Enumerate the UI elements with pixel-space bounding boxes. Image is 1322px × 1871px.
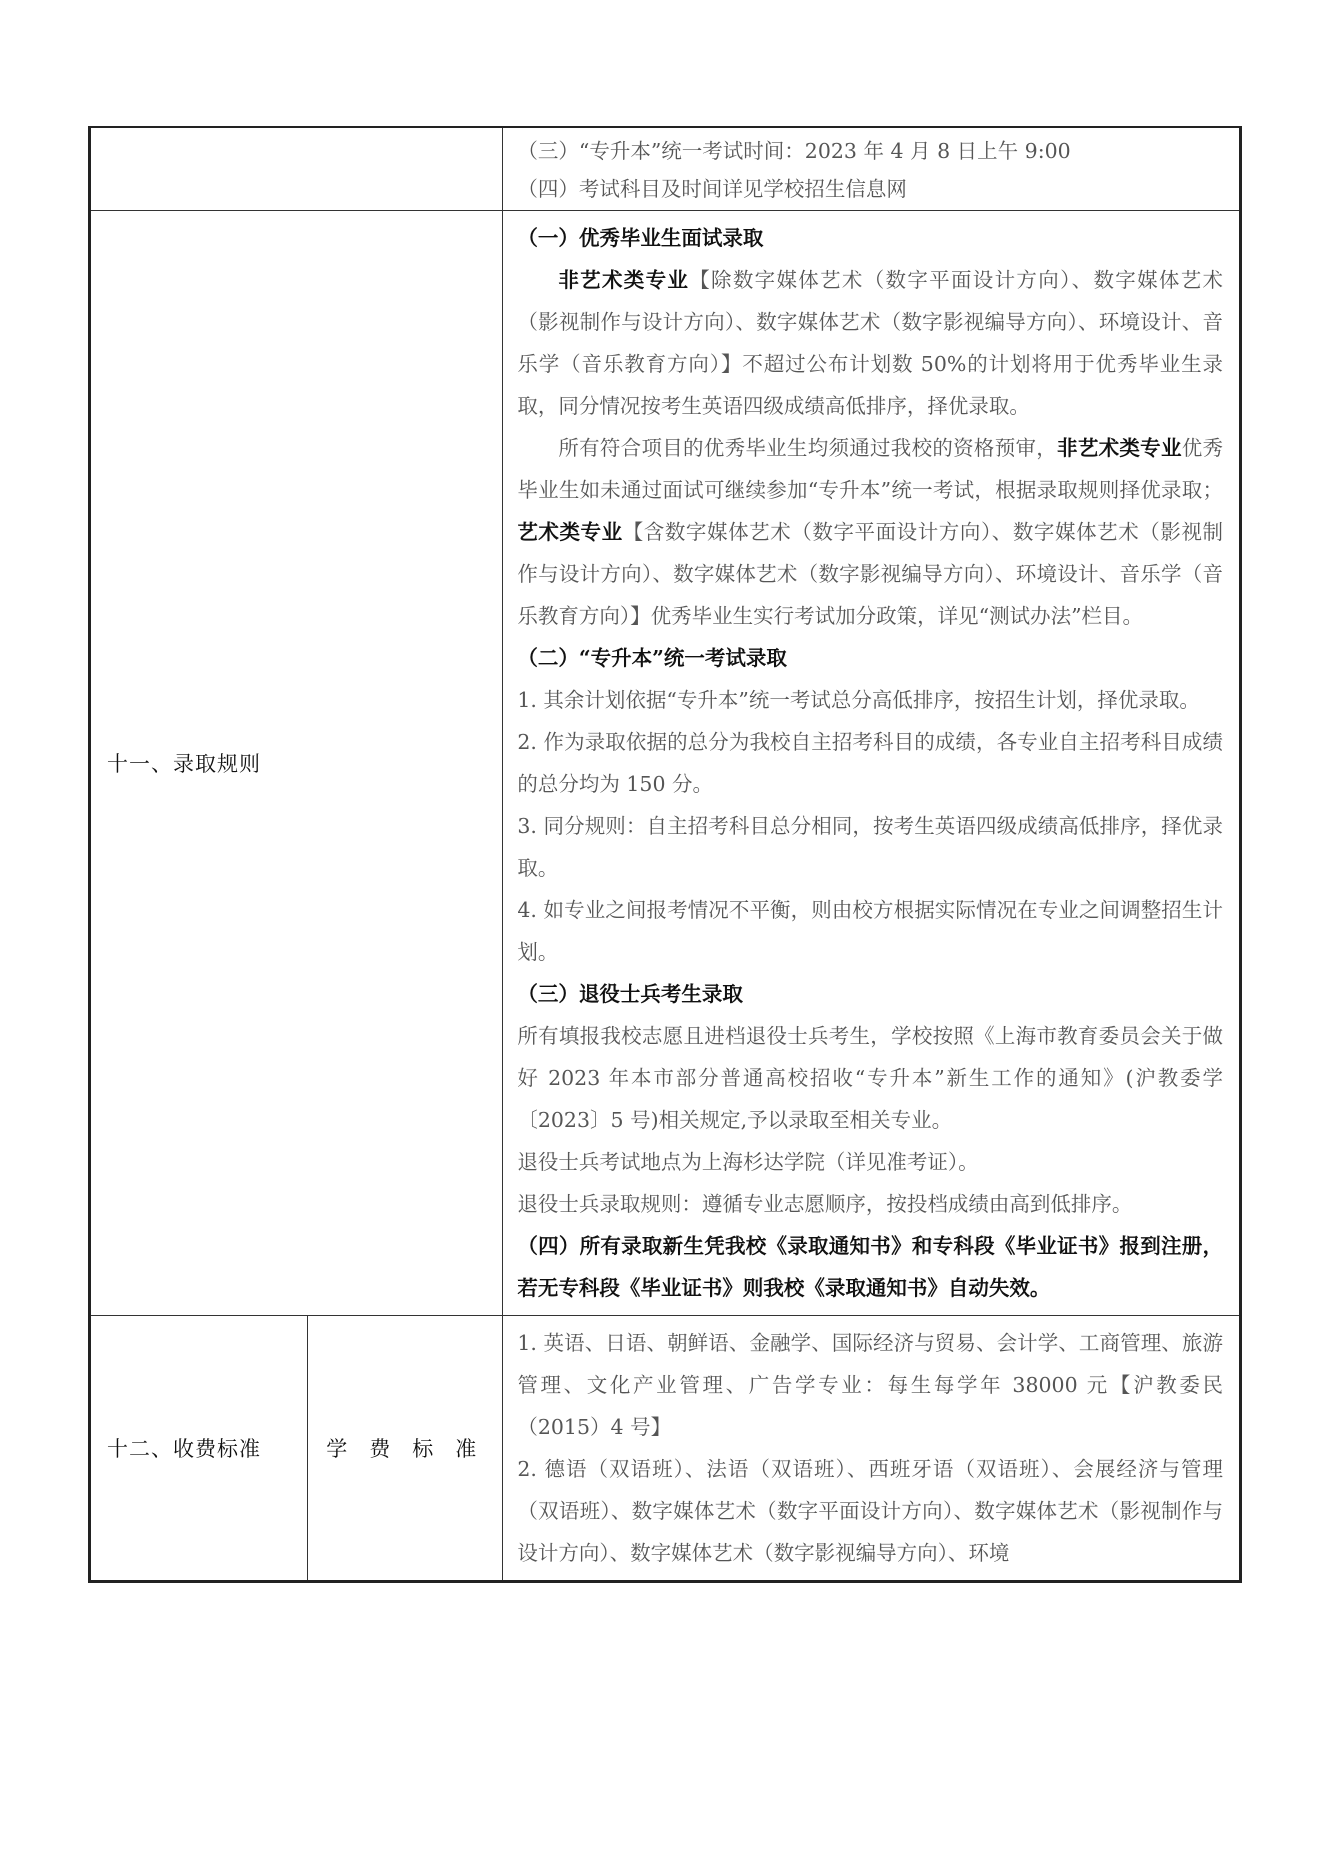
veterans-admission-rule: 退役士兵录取规则：遵循专业志愿顺序，按投档成绩由高到低排序。 [517,1192,1133,1216]
text-prequal-a: 所有符合项目的优秀毕业生均须通过我校的资格预审， [558,436,1058,460]
content-cell-tuition [503,1316,1241,1582]
section-heading-unified-exam: （二）“专升本”统一考试录取 [517,646,787,670]
table-row-fees [90,1316,1241,1582]
row-sublabel-tuition: 学费标准 [308,1316,503,1582]
rule-item-1: 1. 其余计划依据“专升本”统一考试总分高低排序，按招生计划，择优录取。 [517,688,1200,712]
table-row-exam-continuation [90,127,1241,211]
tuition-item-2: 2. 德语（双语班）、法语（双语班）、西班牙语（双语班）、会展经济与管理（双语班）、数字媒体艺术（数字平面设计方向）、数字媒体艺术（影视制作与设计方向）、数字媒体艺术（数字影视编导方向）、环境 [517,1457,1223,1565]
section-heading-excellent-graduates: （一）优秀毕业生面试录取 [517,226,764,250]
row-label-fees: 十二、收费标准 [90,1316,308,1582]
bold-art-majors: 艺术类专业 [517,520,623,544]
rule-item-4: 4. 如专业之间报考情况不平衡，则由校方根据实际情况在专业之间调整招生计划。 [517,898,1223,964]
veterans-exam-location: 退役士兵考试地点为上海杉达学院（详见准考证）。 [517,1150,979,1174]
paragraph-prequalification [517,427,1223,637]
text-prequal-b: 优秀毕业生如未通过面试可继续参加“专升本”统一考试，根据录取规则择优录取； [517,436,1224,502]
tuition-item-1: 1. 英语、日语、朝鲜语、金融学、国际经济与贸易、会计学、工商管理、旅游管理、文化产业管理、广告学专业：每生每学年 38000 元【沪教委民（2015）4 号】 [517,1331,1223,1439]
text-non-art-quota: 【除数字媒体艺术（数字平面设计方向）、数字媒体艺术（影视制作与设计方向）、数字媒体艺术（数字影视编导方向）、环境设计、音乐学（音乐教育方向）】不超过公布计划数 50%的计划将用于优秀毕业生录取，同分情况按考生英语四级成绩高低排序，择优录取。 [517,268,1224,418]
section-registration-notice: （四）所有录取新生凭我校《录取通知书》和专科段《毕业证书》报到注册，若无专科段《毕业证书》则我校《录取通知书》自动失效。 [517,1234,1223,1300]
rule-item-3: 3. 同分规则：自主招考科目总分相同，按考生英语四级成绩高低排序，择优录取。 [517,814,1223,880]
label-cell-empty [90,127,503,211]
paragraph-non-art-quota [517,259,1223,427]
rule-item-2: 2. 作为录取依据的总分为我校自主招考科目的成绩，各专业自主招考科目成绩的总分均为 150 分。 [517,730,1223,796]
veterans-policy: 所有填报我校志愿且进档退役士兵考生，学校按照《上海市教育委员会关于做好 2023 年本市部分普通高校招收“专升本”新生工作的通知》(沪教委学〔2023〕5 号)相关规定,予以录取至相关专业。 [517,1024,1223,1132]
admission-info-table [88,126,1242,1583]
table-row-admission-rules [90,211,1241,1316]
content-cell-admission-rules [503,211,1241,1316]
bold-non-art-majors: 非艺术类专业 [558,268,690,292]
section-heading-veterans: （三）退役士兵考生录取 [517,982,743,1006]
bold-non-art-majors-2: 非艺术类专业 [1057,436,1182,460]
exam-time-line: （三）“专升本”统一考试时间：2023 年 4 月 8 日上午 9:00 [517,139,1071,163]
content-cell-exam-time [503,127,1241,211]
text-prequal-c: 【含数字媒体艺术（数字平面设计方向）、数字媒体艺术（影视制作与设计方向）、数字媒体艺术（数字影视编导方向）、环境设计、音乐学（音乐教育方向）】优秀毕业生实行考试加分政策，详见“测试办法”栏目。 [517,520,1224,628]
exam-subjects-line: （四）考试科目及时间详见学校招生信息网 [517,177,907,201]
row-label-admission-rules: 十一、录取规则 [90,211,503,1316]
